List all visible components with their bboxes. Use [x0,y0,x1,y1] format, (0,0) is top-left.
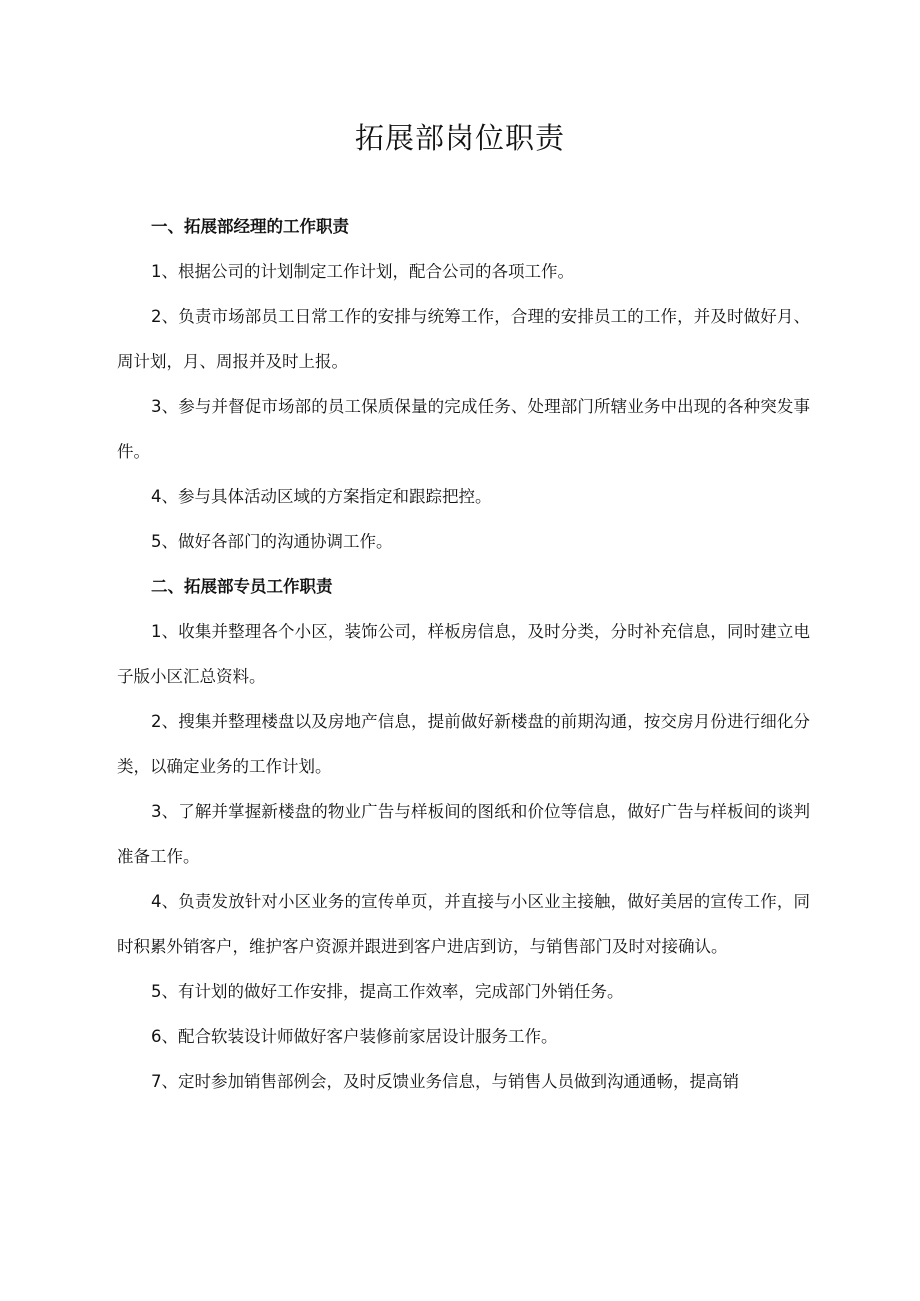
specialist-duty-2: 2、搜集并整理楼盘以及房地产信息，提前做好新楼盘的前期沟通，按交房月份进行细化分类，以确定业务的工作计划。 [117,712,810,776]
page-title: 拓展部岗位职责 [354,121,565,155]
manager-duty-2: 2、负责市场部员工日常工作的安排与统筹工作，合理的安排员工的工作，并及时做好月、周计划，月、周报并及时上报。 [117,307,810,371]
manager-duty-1: 1、根据公司的计划制定工作计划，配合公司的各项工作。 [151,262,574,281]
section-heading-specialist: 二、拓展部专员工作职责 [151,577,333,596]
specialist-duty-5: 5、有计划的做好工作安排，提高工作效率，完成部门外销任务。 [151,982,624,1001]
manager-duty-3: 3、参与并督促市场部的员工保质保量的完成任务、处理部门所辖业务中出现的各种突发事件。 [117,397,810,461]
document-body [117,204,810,1104]
specialist-duty-6: 6、配合软装设计师做好客户装修前家居设计服务工作。 [151,1027,558,1046]
section-heading-manager: 一、拓展部经理的工作职责 [151,217,349,236]
specialist-duty-3: 3、了解并掌握新楼盘的物业广告与样板间的图纸和价位等信息，做好广告与样板间的谈判准备工作。 [117,802,810,866]
specialist-duty-7: 7、定时参加销售部例会，及时反馈业务信息，与销售人员做到沟通通畅，提高销 [151,1072,739,1091]
specialist-duty-1: 1、收集并整理各个小区，装饰公司，样板房信息，及时分类，分时补充信息，同时建立电子版小区汇总资料。 [117,622,810,686]
specialist-duty-4: 4、负责发放针对小区业务的宣传单页，并直接与小区业主接触，做好美居的宣传工作，同时积累外销客户，维护客户资源并跟进到客户进店到访，与销售部门及时对接确认。 [117,892,810,956]
manager-duty-5: 5、做好各部门的沟通协调工作。 [151,532,393,551]
manager-duty-4: 4、参与具体活动区域的方案指定和跟踪把控。 [151,487,492,506]
